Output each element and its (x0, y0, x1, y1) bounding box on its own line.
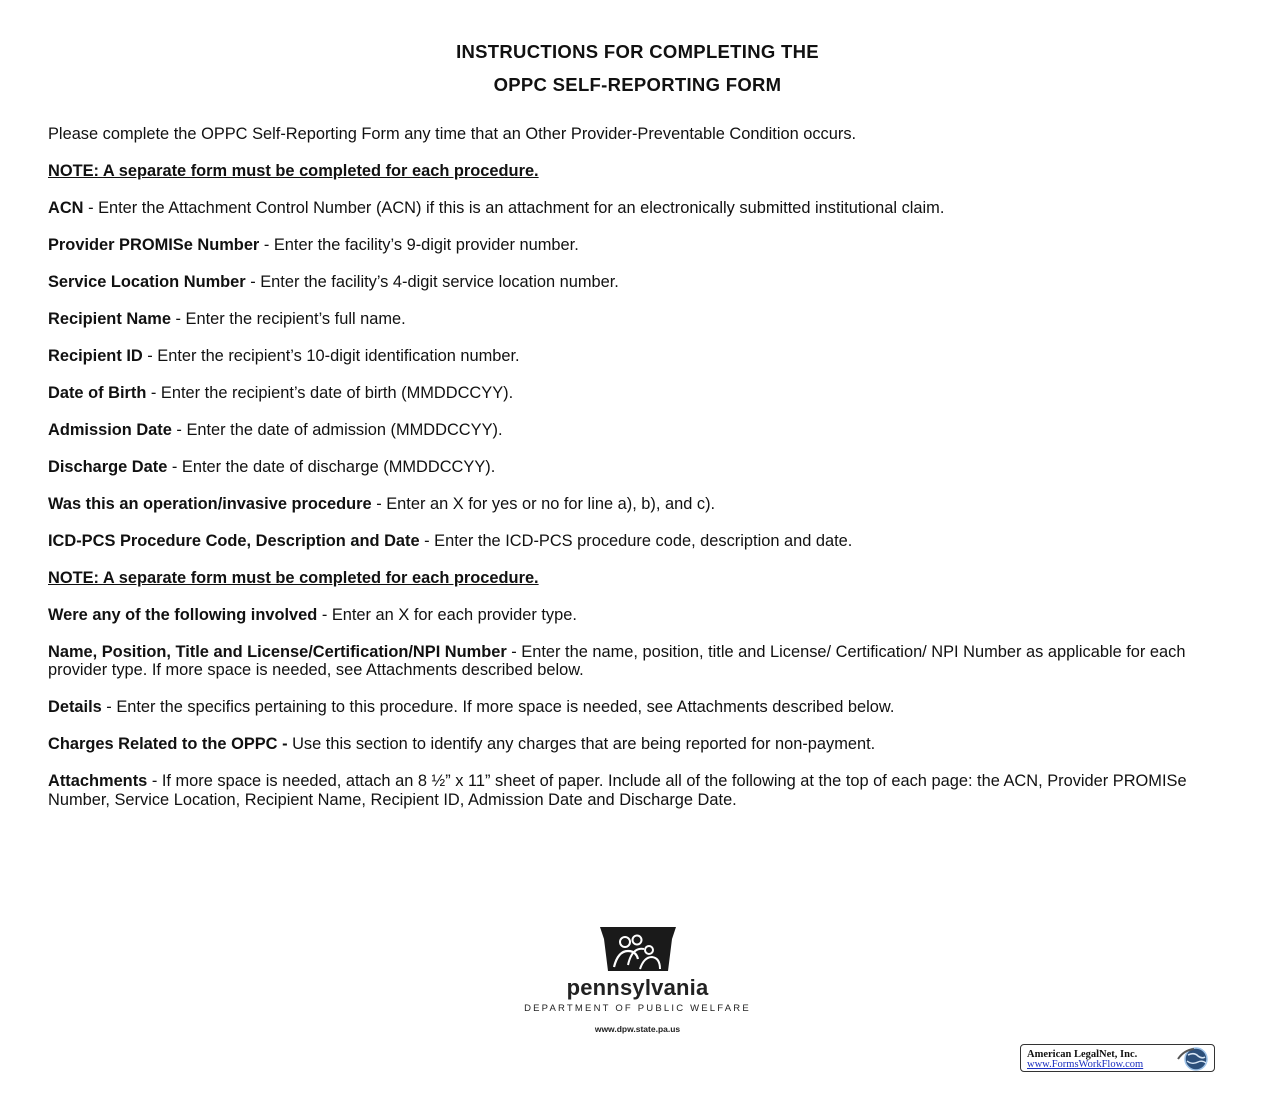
field-label: Was this an operation/invasive procedure (48, 495, 372, 513)
field-label: ACN (48, 199, 84, 217)
note-separate-form: NOTE: A separate form must be completed for each procedure. (48, 162, 539, 180)
field-text: - Enter the recipient’s 10-digit identification number. (142, 347, 520, 365)
field-text: - Enter the facility’s 9-digit provider number. (259, 236, 579, 254)
field-text: Use this section to identify any charges that are being reported for non-payment. (287, 735, 876, 754)
field-label: Details (48, 698, 102, 717)
field-service-location-number (48, 273, 1238, 291)
field-text: - Enter the Attachment Control Number (ACN) if this is an attachment for an electronically submitted institutional claim. (83, 199, 945, 217)
field-text: - Enter the ICD-PCS procedure code, description and date. (419, 532, 853, 550)
legalnet-badge[interactable] (1020, 1044, 1215, 1072)
intro-paragraph: Please complete the OPPC Self-Reporting Form any time that an Other Provider-Preventable Condition occurs. (48, 125, 857, 143)
field-attachments (48, 772, 1238, 809)
field-label: Provider PROMISe Number (48, 236, 260, 254)
field-text: - Enter the date of admission (MMDDCCYY). (171, 421, 503, 439)
field-providers-involved (48, 606, 1238, 624)
field-text: - Enter the name, position, title and License/ Certification/ NPI Number as applicable for each provider type. If more space is needed, see Attachments described below. (48, 643, 1186, 680)
field-text: - Enter the recipient’s date of birth (MMDDCCYY). (146, 384, 514, 402)
field-recipient-id (48, 347, 1238, 365)
field-label: ICD-PCS Procedure Code, Description and Date (48, 532, 420, 550)
field-text: - If more space is needed, attach an 8 ½” x 11” sheet of paper. Include all of the following at the top of each page: the ACN, Provider PROMISe Number, Service Location, Recipient Name, Recipient ID, Admission Date and Discharge Date. (48, 772, 1187, 809)
logo-wordmark: pennsylvania (566, 975, 709, 1000)
field-text: - Enter the facility’s 4-digit service location number. (245, 273, 619, 291)
globe-icon (1174, 1046, 1210, 1072)
field-discharge-date (48, 458, 1238, 476)
field-label: Discharge Date (48, 458, 168, 476)
field-text: - Enter an X for yes or no for line a), b), and c). (371, 495, 716, 513)
field-admission-date (48, 421, 1238, 439)
field-icd-pcs-procedure (48, 532, 1238, 550)
field-text: - Enter the specifics pertaining to this procedure. If more space is needed, see Attachments described below. (101, 698, 895, 717)
field-text: - Enter the recipient’s full name. (170, 310, 406, 328)
field-label: Charges Related to the OPPC - (48, 735, 288, 754)
field-label: Recipient Name (48, 310, 171, 328)
logo-department: DEPARTMENT OF PUBLIC WELFARE (524, 1003, 751, 1014)
field-acn (48, 199, 1238, 217)
field-label: Admission Date (48, 421, 172, 439)
pa-dpw-logo (490, 925, 785, 1034)
field-label: Name, Position, Title and License/Certification/NPI Number (48, 643, 507, 661)
badge-link[interactable]: www.FormsWorkFlow.com (1027, 1059, 1144, 1070)
field-label: Recipient ID (48, 347, 143, 365)
keystone-family-icon (598, 925, 678, 973)
field-label: Were any of the following involved (48, 606, 318, 624)
page-subtitle: OPPC SELF-REPORTING FORM (493, 74, 782, 95)
field-invasive-procedure (48, 495, 1238, 513)
page-title: INSTRUCTIONS FOR COMPLETING THE (456, 41, 819, 62)
field-label: Attachments (48, 772, 148, 791)
field-charges-related (48, 735, 1238, 753)
field-details (48, 698, 1238, 716)
note-separate-form-repeat: NOTE: A separate form must be completed for each procedure. (48, 569, 539, 587)
instructions-body (48, 125, 1238, 828)
field-name-position-license (48, 643, 1238, 680)
logo-url: www.dpw.state.pa.us (594, 1024, 681, 1034)
field-label: Service Location Number (48, 273, 246, 291)
field-label: Date of Birth (48, 384, 147, 402)
field-date-of-birth (48, 384, 1238, 402)
field-recipient-name (48, 310, 1238, 328)
field-provider-promise-number (48, 236, 1238, 254)
badge-company: American LegalNet, Inc. (1027, 1049, 1138, 1060)
field-text: - Enter an X for each provider type. (317, 606, 577, 624)
field-text: - Enter the date of discharge (MMDDCCYY). (167, 458, 496, 476)
